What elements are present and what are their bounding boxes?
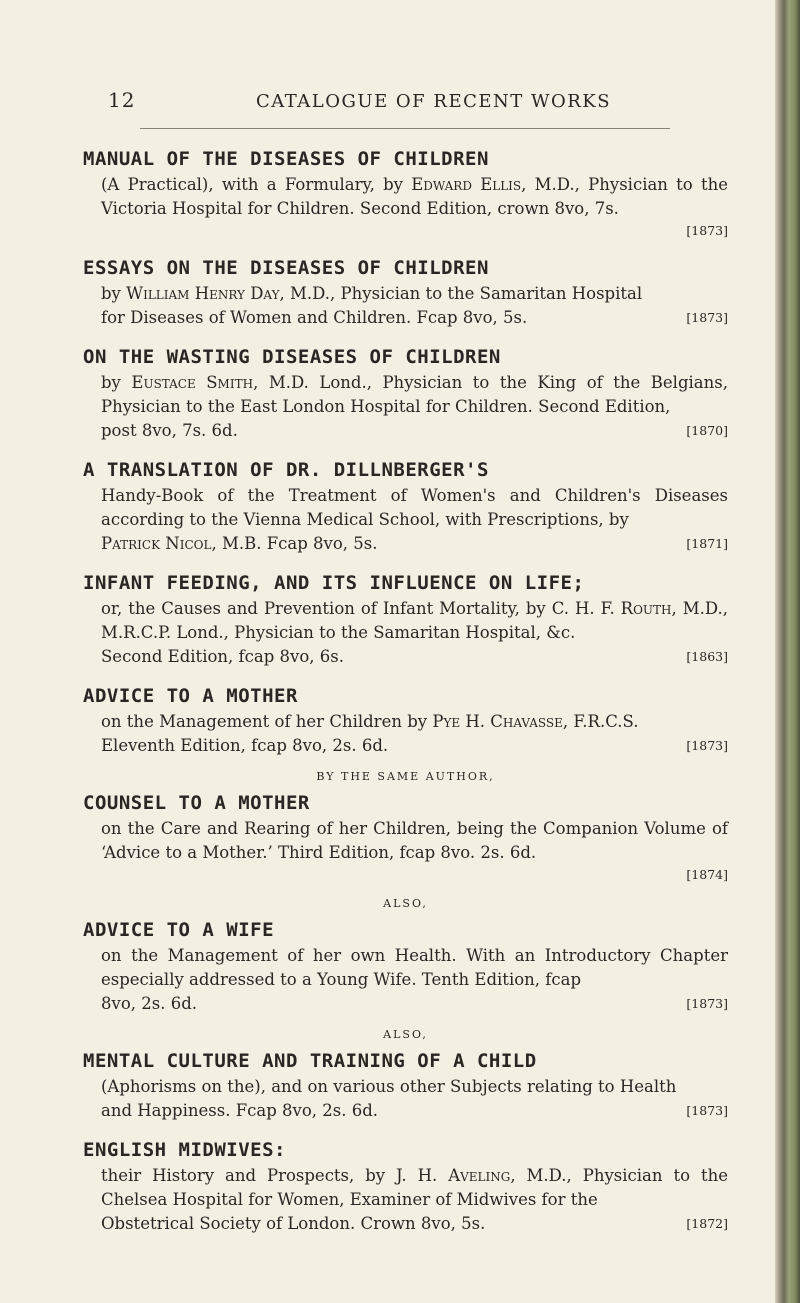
entry-description: (A Practical), with a Formulary, by Edward Ellis, M.D., Physician to the Victoria Hospital for Children. Second Edition, crown 8vo, 7s. bbox=[101, 175, 729, 218]
catalogue-entry bbox=[83, 255, 728, 330]
entry-title: A TRANSLATION OF DR. DILLNBERGER'S bbox=[83, 459, 489, 481]
entry-description: on the Management of her own Health. With an Introductory Chapter especially addressed to a Young Wife. Tenth Edition, fcap bbox=[101, 946, 728, 989]
entry-year: [1873] bbox=[686, 738, 728, 753]
catalogue-entry bbox=[83, 683, 728, 758]
entry-title: ESSAYS ON THE DISEASES OF CHILDREN bbox=[83, 257, 489, 279]
header-rule bbox=[140, 128, 670, 129]
catalogue-entries bbox=[83, 146, 728, 1250]
entry-description-end: Eleventh Edition, fcap 8vo, 2s. 6d. bbox=[101, 736, 389, 755]
entry-description: (Aphorisms on the), and on various other Subjects relating to Health bbox=[101, 1077, 677, 1096]
running-title: CATALOGUE OF RECENT WORKS bbox=[256, 91, 612, 112]
page-number: 12 bbox=[108, 88, 136, 112]
author-name: William Henry Day bbox=[126, 284, 280, 303]
connector-text: ALSO, bbox=[383, 1028, 428, 1041]
entry-description-end: 8vo, 2s. 6d. bbox=[101, 994, 198, 1013]
catalogue-entry bbox=[83, 570, 728, 669]
entry-description: their History and Prospects, by J. H. Aveling, M.D., Physician to the Chelsea Hospital for Women, Examiner of Midwives for the bbox=[101, 1166, 729, 1209]
entry-description: by William Henry Day, M.D., Physician to the Samaritan Hospital bbox=[101, 284, 643, 303]
entry-description-end: and Happiness. Fcap 8vo, 2s. 6d. bbox=[101, 1101, 379, 1120]
entry-title: ADVICE TO A WIFE bbox=[83, 919, 275, 941]
catalogue-entry bbox=[83, 146, 728, 241]
entry-year: [1872] bbox=[686, 1216, 728, 1231]
entry-title: ON THE WASTING DISEASES OF CHILDREN bbox=[83, 346, 501, 368]
entry-description-end: Obstetrical Society of London. Crown 8vo, 5s. bbox=[101, 1214, 486, 1233]
entry-description-end: for Diseases of Women and Children. Fcap 8vo, 5s. bbox=[101, 308, 528, 327]
author-name: Patrick Nicol bbox=[101, 534, 212, 553]
entry-year: [1873] bbox=[686, 1103, 728, 1118]
catalogue-entry bbox=[83, 1024, 728, 1123]
entry-description: on the Management of her Children by Pye H. Chavasse, F.R.C.S. bbox=[101, 712, 639, 731]
catalogue-entry bbox=[83, 766, 728, 885]
author-name: Pye H. Chavasse bbox=[432, 712, 563, 731]
entry-description-end: post 8vo, 7s. 6d. bbox=[101, 421, 238, 440]
catalogue-entry: A TRANSLATION OF DR. DILLNBERGER'S Handy-Book of the Treatment of Women's and Children's Diseases according to the Vienna Medical School, with Prescriptions, by Patrick Nicol, M.B. Fcap 8vo, 5s. [1871] bbox=[83, 457, 728, 556]
entry-title: MANUAL OF THE DISEASES OF CHILDREN bbox=[83, 148, 489, 170]
entry-year: [1873] bbox=[686, 996, 728, 1011]
author-name: Aveling bbox=[448, 1166, 511, 1185]
catalogue-entry bbox=[83, 893, 728, 1016]
entry-title: COUNSEL TO A MOTHER bbox=[83, 792, 310, 814]
entry-description: by Eustace Smith, M.D. Lond., Physician to the King of the Belgians, Physician to the East London Hospital for Children. Second Edition, bbox=[101, 373, 728, 416]
catalogue-entry bbox=[83, 1137, 728, 1236]
entry-title: MENTAL CULTURE AND TRAINING OF A CHILD bbox=[83, 1050, 537, 1072]
entry-description-end: Second Edition, fcap 8vo, 6s. bbox=[101, 647, 344, 666]
entry-title: ENGLISH MIDWIVES: bbox=[83, 1139, 286, 1161]
connector-text: BY THE SAME AUTHOR, bbox=[316, 770, 495, 783]
entry-description: or, the Causes and Prevention of Infant Mortality, by C. H. F. Routh, M.D., M.R.C.P. Lond., Physician to the Samaritan Hospital, &c. bbox=[101, 599, 728, 642]
entry-year: [1863] bbox=[686, 649, 728, 664]
entry-description: Handy-Book of the Treatment of Women's and Children's Diseases according to the Vienna Medical School, with Prescriptions, by bbox=[101, 486, 728, 529]
author-name: Routh bbox=[620, 599, 672, 618]
author-name: Eustace Smith bbox=[131, 373, 254, 392]
entry-year: [1873] bbox=[686, 310, 728, 325]
connector-text: ALSO, bbox=[383, 897, 428, 910]
page-header bbox=[108, 88, 728, 118]
entry-year: [1874] bbox=[686, 867, 728, 882]
catalogue-entry bbox=[83, 344, 728, 443]
entry-year: [1870] bbox=[686, 423, 728, 438]
entry-description: on the Care and Rearing of her Children, being the Companion Volume of ‘Advice to a Mother.’ Third Edition, fcap 8vo. 2s. 6d. bbox=[101, 819, 728, 862]
author-name: Edward Ellis bbox=[411, 175, 522, 194]
entry-title: INFANT FEEDING, AND ITS INFLUENCE ON LIFE; bbox=[83, 572, 585, 594]
entry-year: [1873] bbox=[686, 223, 728, 238]
book-spine-edge bbox=[775, 0, 800, 1303]
entry-year: [1871] bbox=[686, 536, 728, 551]
entry-title: ADVICE TO A MOTHER bbox=[83, 685, 298, 707]
